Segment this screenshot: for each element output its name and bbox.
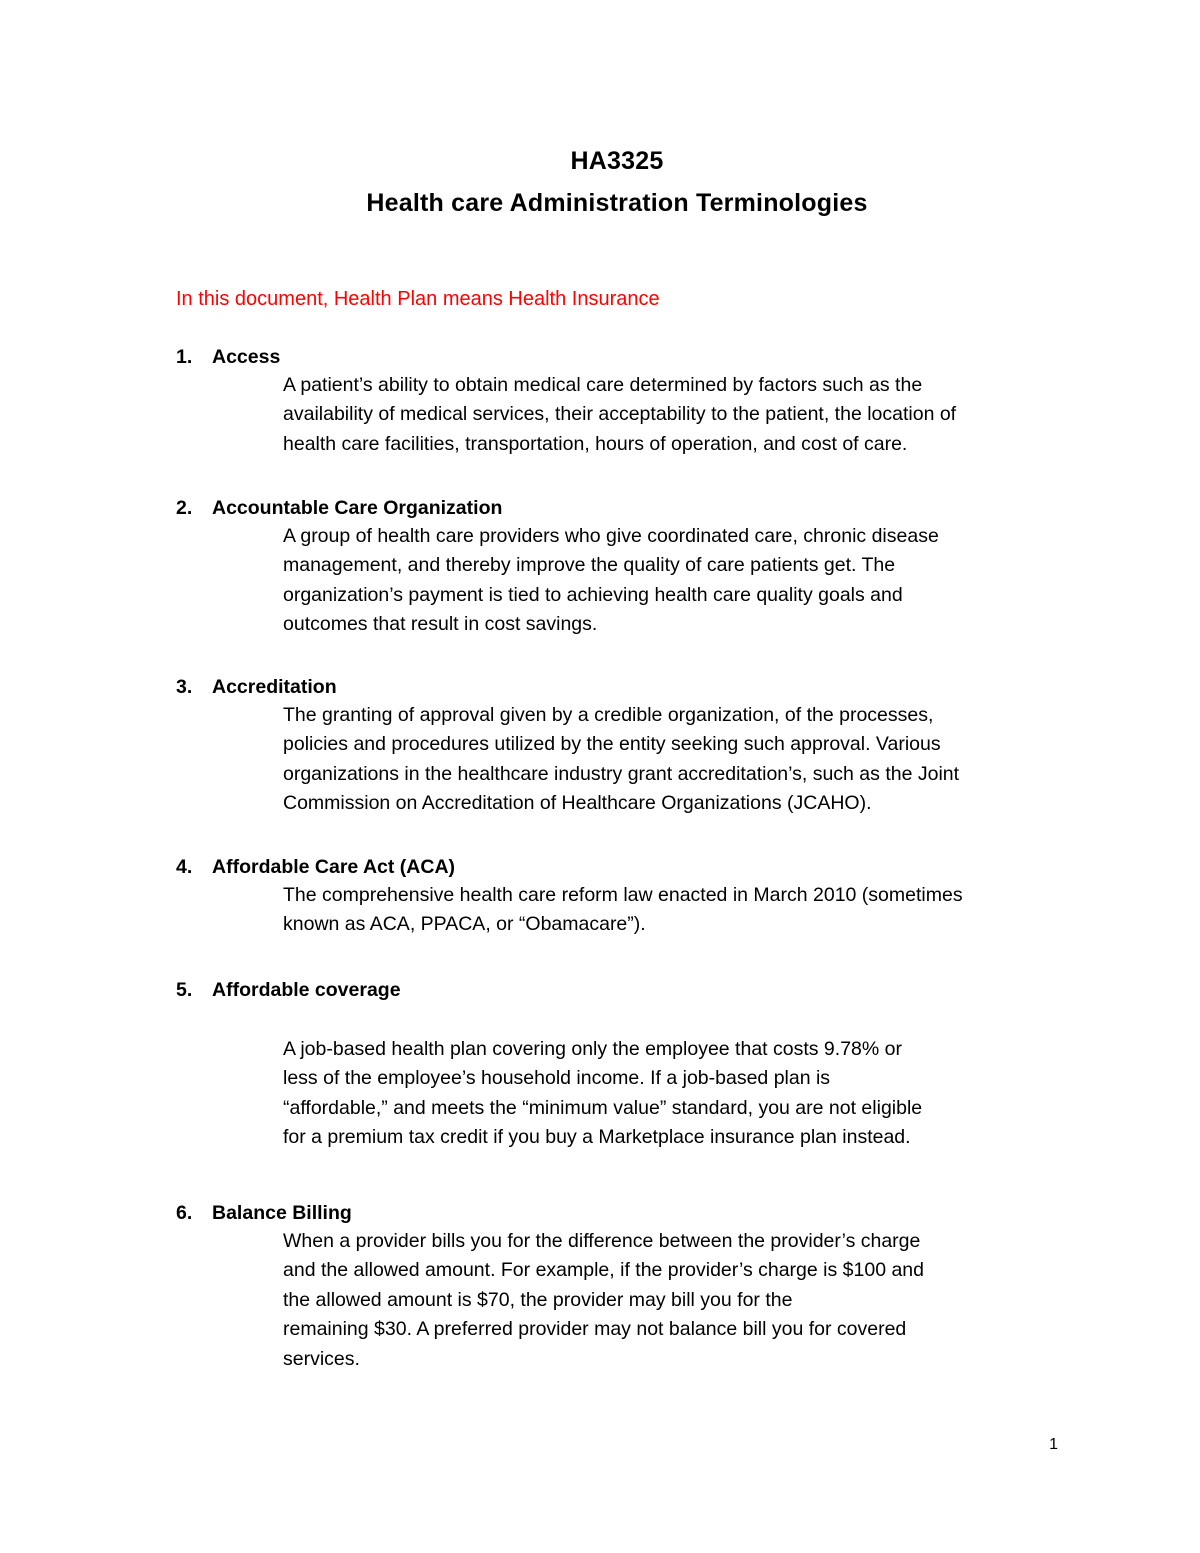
term-title: Accreditation [212,676,337,698]
term-heading [176,975,401,1005]
term-number: 3. [176,676,193,698]
term-title: Balance Billing [212,1202,352,1224]
term-number: 4. [176,856,193,878]
term-definition: A group of health care providers who give coordinated care, chronic disease management, and thereby improve the quality of care patients get. The organization’s payment is tied to achieving health care quality goals and outcomes that result in cost savings. [283,525,939,636]
term-definition: When a provider bills you for the difference between the provider’s charge and the allowed amount. For example, if the provider’s charge is $100 and the allowed amount is $70, the provider may bill you for the remaining $30. A preferred provider may not balance bill you for covered services. [283,1230,924,1370]
term-number: 1. [176,346,193,368]
course-code: HA3325 [570,147,664,175]
term-number: 2. [176,497,193,519]
term-heading [176,342,280,372]
term-title: Affordable Care Act (ACA) [212,856,456,878]
term-heading [176,1198,352,1228]
term-heading [176,672,337,702]
term-definition: The comprehensive health care reform law enacted in March 2010 (sometimes known as ACA, PPACA, or “Obamacare”). [283,884,963,936]
term-definition: The granting of approval given by a credible organization, of the processes, policies and procedures utilized by the entity seeking such approval. Various organizations in the healthcare industry grant accreditation’s, such as the Joint Commission on Accreditation of Healthcare Organizations (JCAHO). [283,704,960,815]
health-plan-notice: In this document, Health Plan means Health Insurance [176,288,660,310]
term-definition: A job-based health plan covering only the employee that costs 9.78% or less of the employee’s household income. If a job-based plan is “affordable,” and meets the “minimum value” standard, you are not eligible for a premium tax credit if you buy a Marketplace insurance plan instead. [283,1038,923,1149]
term-number: 5. [176,979,193,1001]
term-number: 6. [176,1202,193,1224]
document-title: Health care Administration Terminologies [366,189,868,217]
term-heading [176,493,502,523]
term-heading [176,852,455,882]
term-definition: A patient’s ability to obtain medical care determined by factors such as the availability of medical services, their acceptability to the patient, the location of health care facilities, transportation, hours of operation, and cost of care. [283,374,957,455]
term-title: Affordable coverage [212,979,401,1001]
term-title: Accountable Care Organization [212,497,503,519]
page-number: 1 [1049,1436,1058,1453]
document-title-block [0,140,1200,224]
term-title: Access [212,346,281,368]
